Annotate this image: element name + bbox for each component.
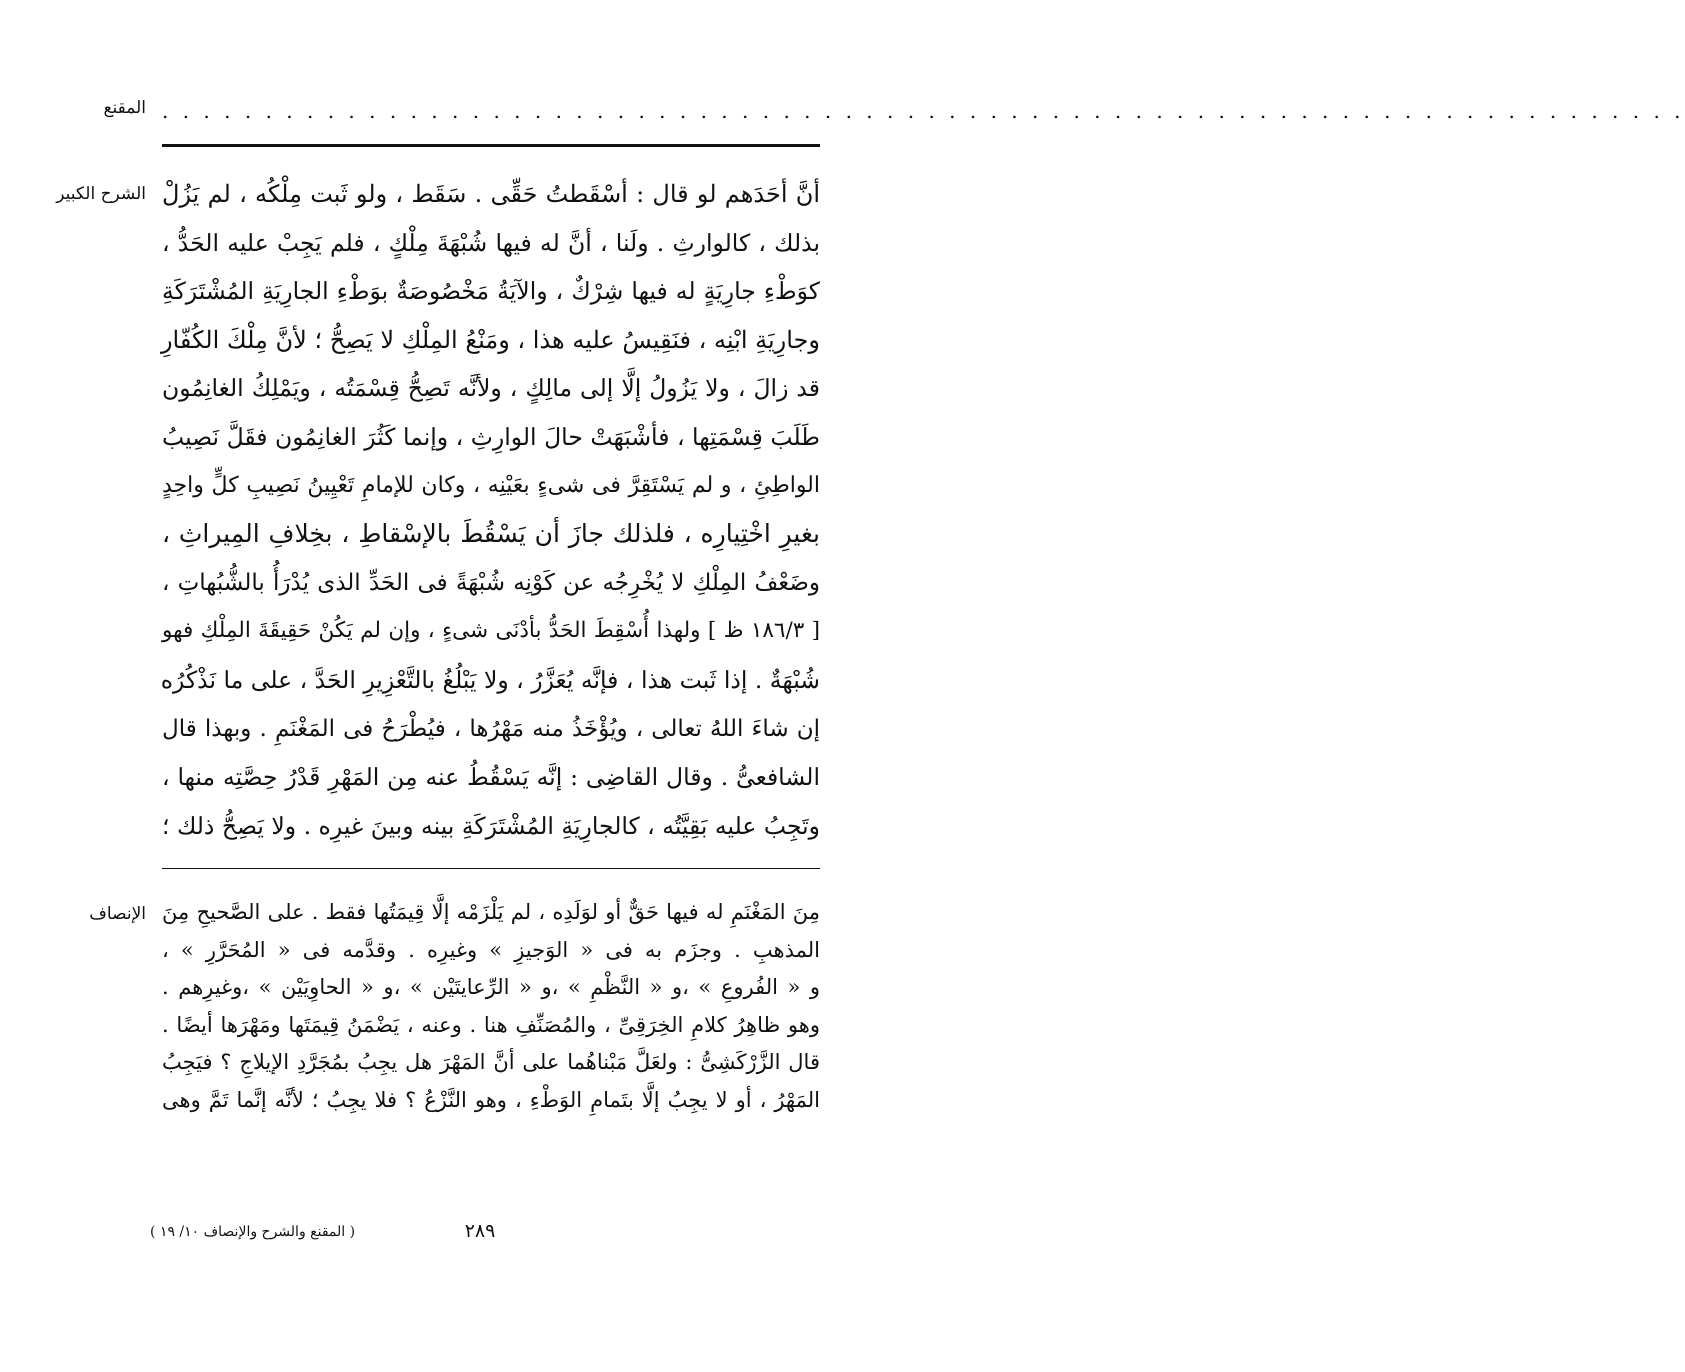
sharh-text-block [162,170,820,850]
source-reference: ( المقنع والشرح والإنصاف ١٠/ ١٩ ) [150,1224,356,1240]
sharh-line: الشافعىُّ . وقال القاضِى : إنَّه يَسْقُطُ عنه مِن المَهْرِ قَدْرُ حِصَّتِه منها ، [162,763,820,792]
section-label-insaf: الإنصاف [89,904,146,924]
insaf-line: وهو ظاهِرُ كلامِ الخِرَقِىِّ ، والمُصَنِّفِ هنا . وعنه ، يَضْمَنُ قِيمَتَها ومَهْرَها أيضًا . [162,1012,820,1037]
sharh-line: شُبْهَةٌ . إذا ثَبت هذا ، فإنَّه يُعَزَّرُ ، ولا يَبْلُغُ بالتَّعْزِيرِ الحَدَّ ، على ما نَذْكُرُه [160,665,820,694]
section-label-sharh: الشرح الكبير [56,184,146,204]
sharh-line: الواطِئِ ، و لم يَسْتَقِرَّ فى شىءٍ بعَيْنِه ، وكان للإمامِ تَعْيِينُ نَصِيبِ كلٍّ واحِدٍ [162,472,820,498]
sharh-line: وجارِيَةِ ابْنِه ، فنَقِيسُ عليه هذا ، ومَنْعُ المِلْكِ لا يَصِحُّ ؛ لأنَّ مِلْكَ الكُفّارِ [160,325,820,354]
insaf-line: مِنَ المَغْنَمِ له فيها حَقٌّ أو لوَلَدِه ، لم يَلْزَمْه إلَّا قِيمَتُها فقط . على الصَّحيحِ مِنَ [162,900,820,924]
sharh-line: وضَعْفُ المِلْكِ لا يُخْرِجُه عن كَوْنِه شُبْهَةً فى الحَدِّ الذى يُدْرَأُ بالشُّبُهاتِ ، [162,569,820,596]
sharh-line: بغيرِ اخْتِيارِه ، فلذلك جازَ أن يَسْقُطَ بالإسْقاطِ ، بخِلافِ المِيراثِ ، [162,519,820,549]
running-header-title: المقنع [103,98,146,118]
sharh-line: أنَّ أحَدَهم لو قال : أسْقَطتُ حَقِّى . سَقَط ، ولو ثَبت مِلْكُه ، لم يَزُلْ [162,180,820,208]
sharh-line: بذلك ، كالوارثِ . ولَنا ، أنَّ له فيها شُبْهَةَ مِلْكٍ ، فلم يَجِبْ عليه الحَدُّ ، [162,228,820,257]
insaf-line: و « الفُروعِ » ،و « النَّظْمِ » ،و « الرِّعايتَيْن » ،و « الحاوِيَيْن » ،وغيرِهم . [162,975,820,999]
insaf-line: المذهبِ . وجزَم به فى « الوَجيزِ » وغيرِه . وقدَّمه فى « المُحَرَّرِ » ، [162,937,820,962]
insaf-line: المَهْرُ ، أو لا يجِبُ إلَّا بتَمامِ الوَطْءِ ، وهو النَّزْعُ ؟ فلا يجِبُ ؛ لأنَّه إنَّما تَمَّ وهى [162,1087,820,1112]
section-divider [162,868,820,869]
insaf-line: قال الزَّرْكَشِىُّ : ولعَلَّ مَبْناهُما على أنَّ المَهْرَ هل يجِبُ بمُجَرَّدِ الإيلاجِ ؟ فيَجِبُ [162,1050,820,1074]
sharh-line: [ ١٨٦/٣ ظ ] ولهذا أُسْقِطَ الحَدُّ بأدْنَى شىءٍ ، وإن لم يَكُنْ حَقِيقَةَ المِلْكِ فهو [162,618,820,644]
sharh-line: كوَطْءِ جارِيَةٍ له فيها شِرْكٌ ، والآيَةُ مَخْصُوصَةٌ بوَطْءِ الجارِيَةِ المُشْتَرَكَةِ [162,277,820,306]
page-number: ٢٨٩ [464,1220,496,1242]
sharh-line: طَلَبَ قِسْمَتِها ، فأشْبَهَتْ حالَ الوارِثِ ، وإنما كَثُرَ الغانِمُون فقَلَّ نَصِيبُ [162,422,820,451]
header-dotted-leader: . . . . . . . . . . . . . . . . . . . . . . . . . . . . . . . . . . . . . . . . . . . . . . . . . . . . . . . . . . . . . . . . . . . . . . . . . . [162,99,1685,123]
sharh-line: قد زالَ ، ولا يَزُولُ إلَّا إلى مالِكٍ ، ولأنَّه تَصِحُّ قِسْمَتُه ، ويَمْلِكُ الغانِمُون [162,374,820,403]
insaf-text-block [162,894,820,1119]
sharh-line: وتَجِبُ عليه بَقِيَّتُه ، كالجارِيَةِ المُشْتَرَكَةِ بينه وبينَ غيرِه . ولا يَصِحُّ ذلك ؛ [162,811,820,840]
sharh-line: إن شاءَ اللهُ تعالى ، ويُؤْخَذُ منه مَهْرُها ، فيُطْرَحُ فى المَغْنَمِ . وبهذا قال [162,715,820,742]
header-rule [162,144,820,147]
